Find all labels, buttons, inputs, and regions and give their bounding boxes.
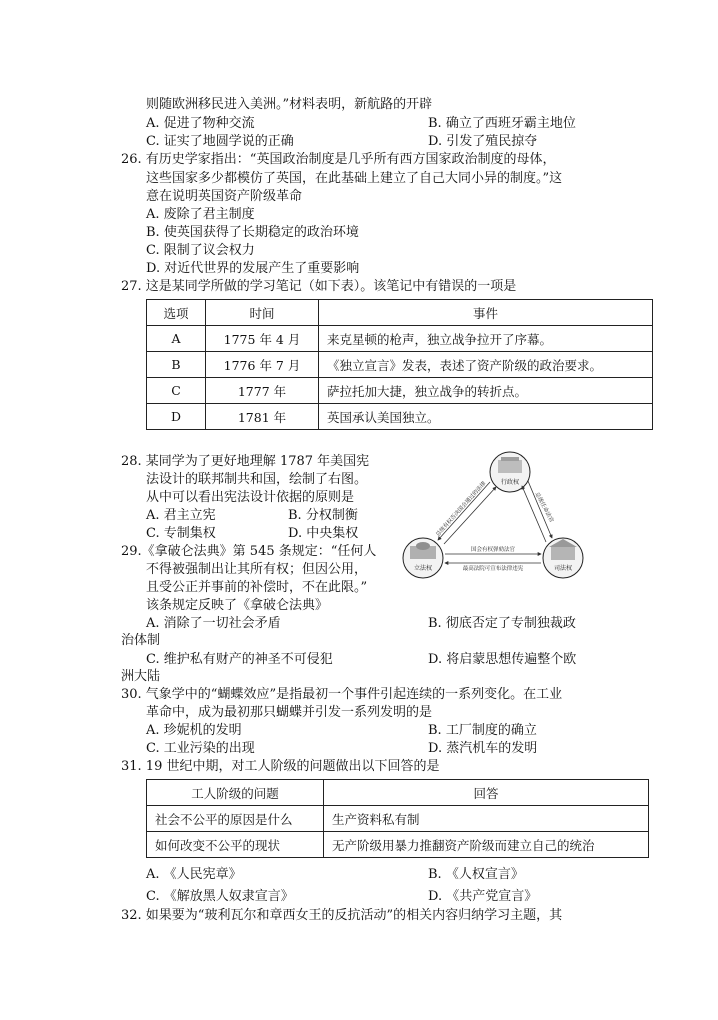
q31-cell: 社会不公平的原因是什么 xyxy=(147,806,324,832)
q30-option-b: B. 工厂制度的确立 xyxy=(428,723,537,738)
q29-stem-1: 29.《拿破仑法典》第 545 条规定：“任何人 xyxy=(121,544,377,559)
q29-stem-2: 不得被强制出让其所有权；但因公用， xyxy=(146,562,368,577)
q25-option-d: D. 引发了殖民掠夺 xyxy=(428,134,538,149)
q30-stem-1: 30. 气象学中的“蝴蝶效应”是指最初一个事件引起连续的一系列变化。在工业 xyxy=(121,687,563,702)
q27-cell: A xyxy=(147,326,206,352)
q26-stem-3: 意在说明英国资产阶级革命 xyxy=(146,189,303,204)
q30-option-c: C. 工业污染的出现 xyxy=(146,741,255,756)
table-row xyxy=(147,832,649,858)
q31-header-answer: 回答 xyxy=(324,780,649,806)
q31-header-question: 工人阶级的问题 xyxy=(147,780,324,806)
separation-of-powers-diagram xyxy=(402,450,584,588)
q29-option-b-cont: 治体制 xyxy=(121,633,161,648)
q27-cell: 《独立宣言》发表，表述了资产阶级的政治要求。 xyxy=(319,352,653,378)
q29-option-b: B. 彻底否定了专制独裁政 xyxy=(428,616,576,631)
judicial-node xyxy=(543,538,583,578)
q27-header-event: 事件 xyxy=(319,300,653,326)
table-row xyxy=(147,806,649,832)
q27-cell: 1776 年 7 月 xyxy=(206,352,319,378)
q26-option-b: B. 使英国获得了长期稳定的政治环境 xyxy=(146,225,359,240)
executive-node xyxy=(490,452,530,492)
left-arrow-label: 总统有权否决国会通过的法律 xyxy=(435,480,488,538)
q27-cell: 1781 年 xyxy=(206,404,319,430)
q27-stem: 27. 这是某同学所做的学习笔记（如下表）。该笔记中有错误的一项是 xyxy=(121,279,517,294)
bottom-arrow-label-1: 国会有权弹劾法官 xyxy=(470,547,516,553)
q32-stem: 32. 如果要为“玻利瓦尔和章西女王的反抗活动”的相关内容归纳学习主题，其 xyxy=(121,908,563,923)
table-row xyxy=(147,378,653,404)
q26-option-d: D. 对近代世界的发展产生了重要影响 xyxy=(146,261,360,276)
q27-header-time: 时间 xyxy=(206,300,319,326)
table-row xyxy=(147,352,653,378)
q27-table xyxy=(146,299,653,430)
q29-option-c: C. 维护私有财产的神圣不可侵犯 xyxy=(146,652,333,667)
table-row xyxy=(147,404,653,430)
q25-stem-tail: 则随欧洲移民进入美洲。”材料表明，新航路的开辟 xyxy=(146,97,433,112)
q27-header-option: 选项 xyxy=(147,300,206,326)
q30-option-a: A. 珍妮机的发明 xyxy=(146,723,242,738)
q26-stem-2: 这些国家多少都模仿了英国，在此基础上建立了自己大同小异的制度。”这 xyxy=(146,171,563,186)
q27-cell: C xyxy=(147,378,206,404)
q27-cell: 1777 年 xyxy=(206,378,319,404)
executive-label: 行政权 xyxy=(500,479,520,486)
q28-option-d: D. 中央集权 xyxy=(288,526,359,541)
q29-stem-4: 该条规定反映了《拿破仑法典》 xyxy=(146,598,329,613)
q25-option-b: B. 确立了西班牙霸主地位 xyxy=(428,116,576,131)
q31-option-b: B. 《人权宣言》 xyxy=(428,867,524,882)
q27-cell: D xyxy=(147,404,206,430)
q28-option-b: B. 分权制衡 xyxy=(288,508,358,523)
legislative-label: 立法权 xyxy=(413,565,433,572)
q27-cell: 英国承认美国独立。 xyxy=(319,404,653,430)
arrow xyxy=(438,482,490,540)
q26-option-c: C. 限制了议会权力 xyxy=(146,243,255,258)
q29-option-a: A. 消除了一切社会矛盾 xyxy=(146,616,281,631)
q31-stem: 31. 19 世纪中期，对工人阶级的问题做出以下回答的是 xyxy=(121,759,440,774)
bottom-arrow-label-2: 最高法院可宣布法律违宪 xyxy=(462,566,524,572)
q30-stem-2: 革命中，成为最初那只蝴蝶并引发一系列发明的是 xyxy=(146,705,433,720)
q31-option-c: C. 《解放黑人奴隶宣言》 xyxy=(146,889,294,904)
q28-stem-3: 从中可以看出宪法设计依据的原则是 xyxy=(146,490,355,505)
legislative-node xyxy=(403,538,443,578)
q31-option-d: D. 《共产党宣言》 xyxy=(428,889,538,904)
q29-option-d: D. 将启蒙思想传遍整个欧 xyxy=(428,652,577,667)
q31-table xyxy=(146,779,649,858)
q30-option-d: D. 蒸汽机车的发明 xyxy=(428,741,538,756)
q25-option-a: A. 促进了物种交流 xyxy=(146,116,255,131)
q28-option-c: C. 专制集权 xyxy=(146,526,216,541)
q29-option-d-cont: 洲大陆 xyxy=(121,669,161,684)
judicial-label: 司法权 xyxy=(553,565,573,572)
q27-cell: 来克星顿的枪声，独立战争拉开了序幕。 xyxy=(319,326,653,352)
q31-cell: 如何改变不公平的现状 xyxy=(147,832,324,858)
q27-cell: B xyxy=(147,352,206,378)
q28-stem-2: 法设计的联邦制共和国，绘制了右图。 xyxy=(146,472,368,487)
q28-option-a: A. 君主立宪 xyxy=(146,508,216,523)
q26-option-a: A. 废除了君主制度 xyxy=(146,207,255,222)
q27-cell: 1775 年 4 月 xyxy=(206,326,319,352)
right-arrow-label: 总统任命法官 xyxy=(533,491,555,524)
q31-cell: 生产资料私有制 xyxy=(324,806,649,832)
q28-stem-1: 28. 某同学为了更好地理解 1787 年美国宪 xyxy=(121,454,370,469)
q29-stem-3: 且受公正并事前的补偿时，不在此限。” xyxy=(146,580,368,595)
table-row xyxy=(147,326,653,352)
q31-option-a: A. 《人民宪章》 xyxy=(146,867,242,882)
q26-stem-1: 26. 有历史学家指出：“英国政治制度是几乎所有西方国家政治制度的母体， xyxy=(121,152,556,167)
q31-cell: 无产阶级用暴力推翻资产阶级而建立自己的统治 xyxy=(324,832,649,858)
q27-cell: 萨拉托加大捷，独立战争的转折点。 xyxy=(319,378,653,404)
q25-option-c: C. 证实了地圆学说的正确 xyxy=(146,134,294,149)
